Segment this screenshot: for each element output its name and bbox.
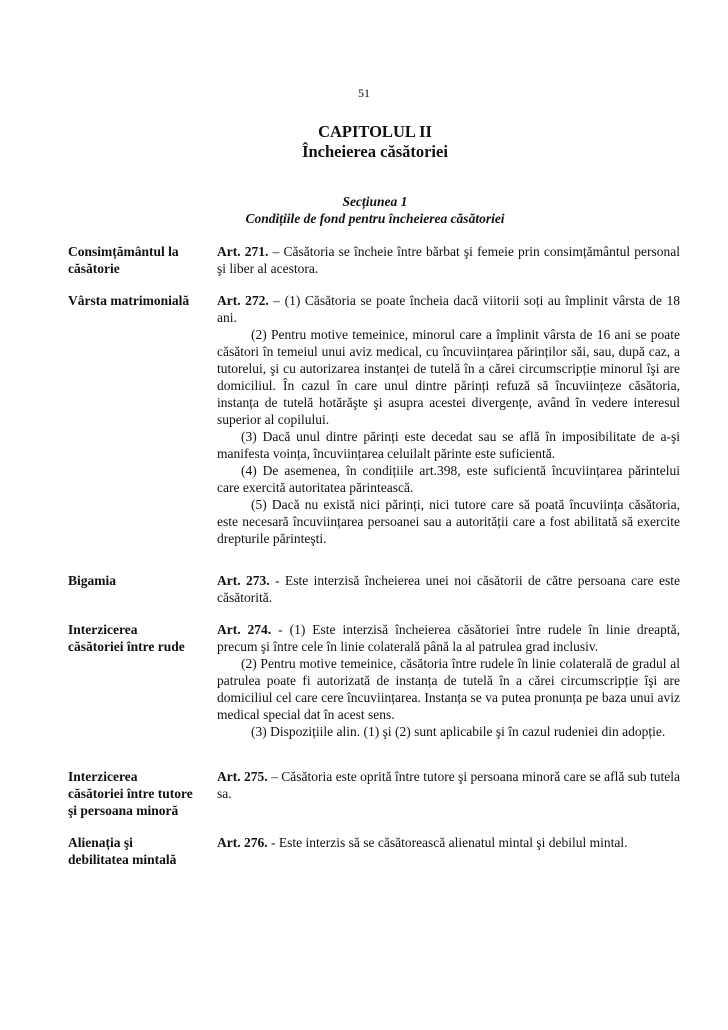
paragraph: (2) Pentru motive temeinice, minorul care a împlinit vârsta de 16 ani se poate căsători în temeiul unui aviz medical, cu încuviințarea părinților săi, sau, după caz, a tutorelui, şi cu autorizarea instanței de tutelă în a cărei circumscripție minorul îşi are domiciliul. În cazul în care unul dintre părinți refuză să încuviințeze căsătoria, instanța de tutelă hotărăşte şi asupra acestei divergențe, având în vedere interesul superior al copilului. (217, 327, 680, 427)
section-title: Secțiunea 1 (342, 194, 408, 209)
article-sidenote: Interzicerea căsătoriei între tutore şi persoana minoră (68, 769, 193, 818)
article-sidenote: Interzicerea căsătoriei între rude (68, 622, 185, 654)
paragraph: (4) De asemenea, în condițiile art.398, este suficientă încuviințarea părintelui care exercită autoritatea părintească. (217, 463, 680, 495)
article-sidenote: Consimțământul la căsătorie (68, 244, 179, 276)
article-sidenote: Alienația şi debilitatea mintală (68, 835, 177, 867)
article-number: Art. 274. (217, 622, 272, 637)
paragraph: (5) Dacă nu există nici părinți, nici tutore care să poată încuviința căsătoria, este necesară încuviințarea persoanei sau a autorității care a fost abilitată să exercite drepturile părinteşti. (217, 497, 680, 546)
article-number: Art. 273. (217, 573, 270, 588)
article-sidenote: Bigamia (68, 573, 117, 588)
chapter-title: CAPITOLUL II (318, 122, 432, 141)
article-number: Art. 275. (217, 769, 268, 784)
section-subtitle: Condițiile de fond pentru încheierea căsătoriei (245, 211, 505, 226)
article-body: Art. 275. – Căsătoria este oprită între tutore şi persoana minoră care se află sub tutela sa. (217, 769, 681, 801)
article-body: Art. 272. – (1) Căsătoria se poate încheia dacă viitorii soți au împlinit vârsta de 18 ani. (2) Pentru motive temeinice, minorul care a împlinit vârsta de 16 ani se poate căsători în temeiul unui aviz medical, cu încuviințarea părinților săi, sau, după caz, a tutorelui, şi cu autorizarea instanței de tutelă în a cărei circumscripție minorul îşi are domiciliul. În cazul în care unul dintre părinți refuză să încuviințeze căsătoria, instanța de tutelă hotărăşte şi asupra acestei divergențe, având în vedere interesul superior al copilului. (3) Dacă unul dintre părinți este decedat sau se află în imposibilitate de a-şi manifesta voința, încuviințarea celuilalt părinte este suficientă. (4) De asemenea, în condițiile art.398, este suficientă încuviințarea părintelui care exercită autoritatea părintească. (5) Dacă nu există nici părinți, nici tutore care să poată încuviința căsătoria, este necesară încuviințarea persoanei sau a autorității care a fost abilitată să exercite drepturile părinteşti. (217, 293, 680, 546)
paragraph: (3) Dispozițiile alin. (1) şi (2) sunt aplicabile şi în cazul rudeniei din adopție. (251, 724, 666, 739)
article-number: Art. 276. (217, 835, 268, 850)
article-body: Art. 276. - Este interzis să se căsătorească alienatul mintal şi debilul mintal. (217, 835, 628, 850)
article-number: Art. 272. (217, 293, 269, 308)
article-272 (68, 292, 680, 547)
paragraph: (3) Dacă unul dintre părinți este decedat sau se află în imposibilitate de a-şi manifesta voința, încuviințarea celuilalt părinte este suficientă. (217, 429, 680, 461)
page-number: 51 (358, 86, 370, 100)
article-number: Art. 271. (217, 244, 269, 259)
article-body: Art. 274. - (1) Este interzisă încheierea căsătoriei între rudele în linie dreaptă, precum şi între cele în linie colaterală până la al patrulea grad inclusiv. (2) Pentru motive temeinice, căsătoria între rudele în linie colaterală de gradul al patrulea poate fi autorizată de instanța de tutelă în a cărei circumscripție îşi are domiciliul cel care cere încuviințarea. Instanța se va putea pronunța pe baza unui aviz medical special dat în acest sens. (3) Dispozițiile alin. (1) şi (2) sunt aplicabile şi în cazul rudeniei din adopție. (217, 622, 680, 739)
article-sidenote: Vârsta matrimonială (68, 293, 190, 308)
chapter-subtitle: Încheierea căsătoriei (302, 142, 448, 161)
article-body: Art. 271. – Căsătoria se încheie între bărbat şi femeie prin consimțământul personal şi liber al acestora. (217, 244, 680, 276)
article-276 (68, 834, 680, 867)
paragraph: (2) Pentru motive temeinice, căsătoria între rudele în linie colaterală de gradul al patrulea poate fi autorizată de instanța de tutelă în a cărei circumscripție îşi are domiciliul cel care cere încuviințarea. Instanța se va putea pronunța pe baza unui aviz medical special dat în acest sens. (217, 656, 680, 722)
article-271 (68, 243, 680, 277)
article-275 (68, 768, 681, 818)
article-body: Art. 273. - Este interzisă încheierea unei noi căsătorii de către persoana care este căsătorită. (217, 573, 680, 605)
article-274 (68, 621, 680, 740)
article-273 (68, 572, 680, 606)
